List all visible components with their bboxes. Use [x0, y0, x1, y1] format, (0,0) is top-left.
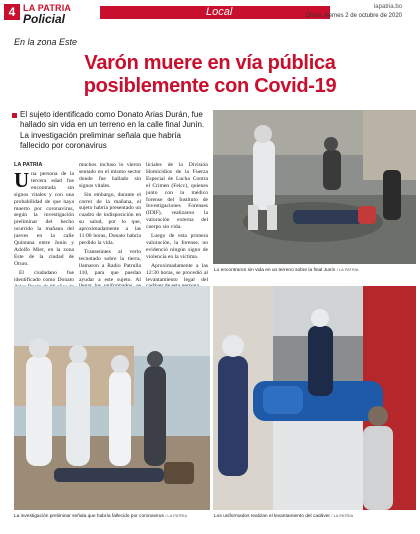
- dropcap: U: [14, 168, 30, 192]
- photo-caption-1: [214, 267, 359, 273]
- photo-credit: / LA PATRIA: [336, 267, 359, 272]
- issue-date: Oruro, viernes 2 de octubre de 2020: [305, 13, 402, 19]
- photo-caption-3: [214, 513, 353, 519]
- byline: LA PATRIA: [14, 162, 43, 168]
- paragraph: Luego de esta primera valoración, la forense, no evidenció ningún signo de violencia en la víctima.: [146, 233, 208, 260]
- paragraph: El ciudadano fue identificado como Donato: [14, 269, 74, 283]
- caption-text: La investigación preliminar señala que habría fallecido por coronavirus: [14, 514, 164, 519]
- photo-caption-2: [14, 513, 187, 519]
- paragraph: muchos incluso lo vieron sentado en el mismo sector donde fue hallado sin signos vitales.: [79, 162, 141, 189]
- photo-body-on-ground: [213, 110, 416, 264]
- kicker: En la zona Este: [14, 37, 78, 47]
- headline-line-2: posiblemente con Covid-19: [83, 75, 337, 97]
- headline-line-1: Varón muere en vía pública: [84, 52, 336, 74]
- lead-bullet-icon: [12, 113, 17, 118]
- caption-text: Los uniformados realizan el levantamiento del cadáver: [214, 514, 330, 519]
- paragraph: liciales de la División Homicidios de la Fuerza Especial de Lucha Contra el Crimen (Felcc), quienes junto con la médico forense del Instituto de Investigaciones Forenses (IDIF), realizaron la valoración externa del cuerpo sin vida.: [146, 162, 208, 231]
- site-name: lapatria.bo: [373, 4, 402, 10]
- photo-credit: / LA PATRIA: [331, 513, 354, 518]
- photo-investigation: [14, 286, 210, 510]
- photo-body-removal: [213, 286, 416, 510]
- paragraph: Transeúntes al verlo tecnotado sobre la tierra, llamaron a Radio Patrulla 110, para que puedan ayudar a este sujeto. Al: [79, 248, 141, 283]
- page-number: 4: [4, 4, 20, 20]
- page-header: [0, 0, 420, 36]
- headline: [0, 52, 420, 98]
- paragraph: Aproximadamente a las 12:30 horas, se procedió al levantamiento legal del: [146, 262, 208, 283]
- lead-paragraph: El sujeto identificado como Donato Arias Durán, fue hallado sin vida en un terreno en la calle final Junín. La investigación preliminar señala que habría fallecido por coronavirus: [20, 110, 205, 151]
- photo-credit: / LA PATRIA: [165, 513, 188, 518]
- brand-name: LA PATRIA: [23, 3, 72, 13]
- caption-text: Lo encontraron sin vida en un terreno sobre la final Junín: [214, 268, 336, 273]
- paragraph: Sin embargo, durante el correr de la mañana, el sujeto habría presentado un cuadro de indisposición en su salud, por lo que, aproximadamente a las 11:00 horas, Donato habría perdido la vida.: [79, 191, 141, 246]
- paragraph: [14, 168, 74, 268]
- brand-section: Policial: [23, 12, 66, 26]
- paragraph-text: na persona de la tercera edad fue encontrada sin signos vitales y con una probabilidad de que haya muerto por coronavirus, según la investigación preliminar del hecho ocurrido la mañana del jueves en la calle Quintana entre Junín y Adolfo Mier, en la zona Este de la ciudad de Oruro.: [14, 171, 74, 267]
- section-label: Local: [206, 6, 233, 18]
